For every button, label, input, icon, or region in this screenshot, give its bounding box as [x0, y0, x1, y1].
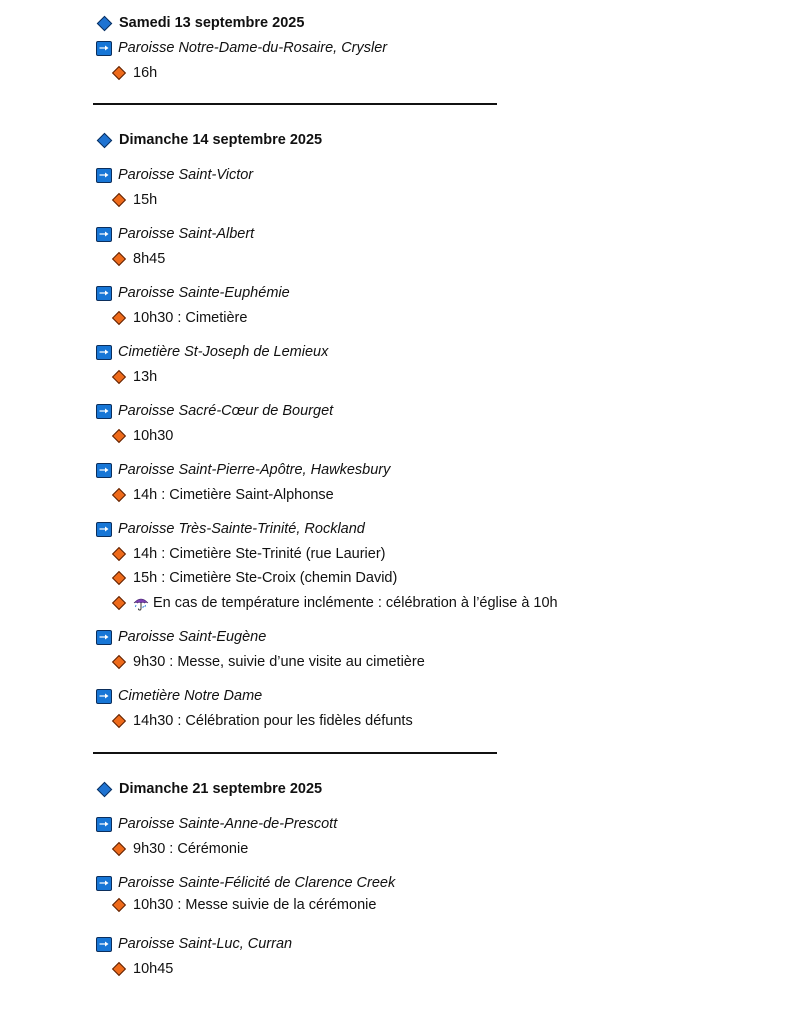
- right-arrow-icon: [96, 345, 112, 360]
- parish-entry: [96, 459, 390, 481]
- orange-diamond-icon: [112, 713, 126, 727]
- parish-entry: [96, 872, 395, 894]
- parish-entry: [96, 933, 292, 955]
- orange-diamond-icon: [112, 961, 126, 975]
- parish-name: Paroisse Notre-Dame-du-Rosaire, Crysler: [118, 40, 388, 56]
- parish-name: Paroisse Saint-Luc, Curran: [118, 936, 293, 952]
- right-arrow-icon: [96, 689, 112, 704]
- right-arrow-icon: [96, 41, 112, 56]
- right-arrow-icon: [96, 876, 112, 891]
- schedule-item-text: 9h30 : Cérémonie: [133, 840, 249, 857]
- right-arrow-icon: [96, 463, 112, 478]
- schedule-item-text: 15h: [133, 191, 158, 208]
- blue-diamond-icon: [97, 781, 113, 797]
- schedule-item-text: 14h30 : Célébration pour les fidèles défunts: [133, 712, 413, 729]
- schedule-item-text: 10h30 : Cimetière: [133, 309, 248, 326]
- orange-diamond-icon: [112, 654, 126, 668]
- schedule-item: [111, 307, 247, 329]
- parish-name: Cimetière Notre Dame: [118, 688, 263, 704]
- schedule-item-text: 13h: [133, 368, 158, 385]
- day-heading-text: Samedi 13 septembre 2025: [119, 15, 305, 31]
- schedule-item-text: 8h45: [133, 250, 166, 267]
- parish-name: Paroisse Saint-Victor: [118, 167, 254, 183]
- orange-diamond-icon: [112, 571, 126, 585]
- schedule-item-text: 10h30: [133, 427, 174, 444]
- parish-name: Cimetière St-Joseph de Lemieux: [118, 344, 329, 360]
- schedule-item: [111, 484, 334, 506]
- schedule-item: [111, 710, 413, 732]
- parish-entry: [96, 37, 387, 59]
- day-heading: [96, 12, 304, 34]
- schedule-item: [111, 567, 397, 589]
- right-arrow-icon: [96, 817, 112, 832]
- day-heading: [96, 778, 322, 800]
- blue-diamond-icon: [97, 15, 113, 31]
- parish-entry: [96, 223, 254, 245]
- parish-entry: [96, 341, 328, 363]
- schedule-item-text: En cas de température inclémente : célébration à l’église à 10h: [153, 594, 558, 611]
- parish-name: Paroisse Sainte-Félicité de Clarence Creek: [118, 875, 396, 891]
- schedule-item: [111, 543, 386, 565]
- parish-name: Paroisse Très-Sainte-Trinité, Rockland: [118, 521, 365, 537]
- schedule-item: [111, 894, 376, 916]
- orange-diamond-icon: [112, 428, 126, 442]
- right-arrow-icon: [96, 404, 112, 419]
- orange-diamond-icon: [112, 897, 126, 911]
- right-arrow-icon: [96, 630, 112, 645]
- schedule-item-text: 10h45: [133, 960, 174, 977]
- parish-name: Paroisse Saint-Eugène: [118, 629, 267, 645]
- schedule-item-text: 16h: [133, 64, 158, 81]
- right-arrow-icon: [96, 168, 112, 183]
- orange-diamond-icon: [112, 65, 126, 79]
- parish-entry: [96, 400, 333, 422]
- orange-diamond-icon: [112, 841, 126, 855]
- right-arrow-icon: [96, 937, 112, 952]
- schedule-item-text: 15h : Cimetière Ste-Croix (chemin David): [133, 570, 398, 586]
- orange-diamond-icon: [112, 487, 126, 501]
- schedule-item: [111, 592, 558, 614]
- parish-name: Paroisse Sainte-Euphémie: [118, 285, 290, 301]
- section-divider: [93, 103, 497, 105]
- day-heading: [96, 129, 322, 151]
- schedule-item: [111, 366, 157, 388]
- orange-diamond-icon: [112, 251, 126, 265]
- orange-diamond-icon: [112, 546, 126, 560]
- parish-name: Paroisse Saint-Pierre-Apôtre, Hawkesbury: [118, 462, 391, 478]
- day-heading-text: Dimanche 21 septembre 2025: [119, 781, 323, 797]
- umbrella-rain-icon: [133, 595, 149, 611]
- orange-diamond-icon: [112, 192, 126, 206]
- right-arrow-icon: [96, 227, 112, 242]
- schedule-item: [111, 838, 248, 860]
- schedule-item: [111, 248, 165, 270]
- schedule-item: [111, 651, 425, 673]
- blue-diamond-icon: [97, 132, 113, 148]
- section-divider: [93, 752, 497, 754]
- parish-entry: [96, 685, 262, 707]
- parish-entry: [96, 518, 365, 540]
- schedule-item: [111, 189, 157, 211]
- schedule-item: [111, 425, 173, 447]
- parish-entry: [96, 813, 337, 835]
- schedule-item-text: 9h30 : Messe, suivie d’une visite au cimetière: [133, 653, 425, 670]
- schedule-item: [111, 62, 157, 84]
- parish-name: Paroisse Saint-Albert: [118, 226, 255, 242]
- parish-entry: [96, 626, 266, 648]
- parish-entry: [96, 164, 253, 186]
- schedule-item-text: 14h : Cimetière Ste-Trinité (rue Laurier): [133, 545, 386, 562]
- schedule-item-text: 10h30 : Messe suivie de la cérémonie: [133, 896, 377, 913]
- parish-name: Paroisse Sacré-Cœur de Bourget: [118, 403, 334, 419]
- day-heading-text: Dimanche 14 septembre 2025: [119, 132, 323, 148]
- schedule-item: [111, 958, 173, 980]
- right-arrow-icon: [96, 286, 112, 301]
- orange-diamond-icon: [112, 369, 126, 383]
- parish-name: Paroisse Sainte-Anne-de-Prescott: [118, 816, 338, 832]
- right-arrow-icon: [96, 522, 112, 537]
- orange-diamond-icon: [112, 310, 126, 324]
- schedule-item-text: 14h : Cimetière Saint-Alphonse: [133, 486, 334, 503]
- orange-diamond-icon: [112, 595, 126, 609]
- parish-entry: [96, 282, 290, 304]
